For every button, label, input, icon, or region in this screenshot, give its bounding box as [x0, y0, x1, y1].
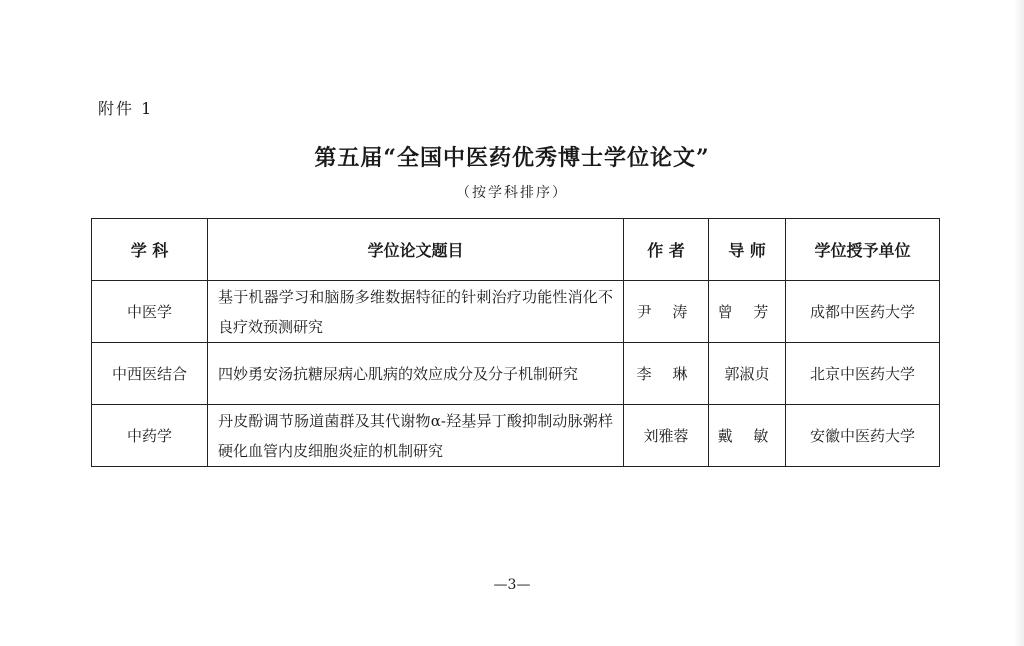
header-author: 作 者	[624, 219, 709, 281]
header-institution: 学位授予单位	[786, 219, 940, 281]
header-advisor: 导 师	[709, 219, 786, 281]
discipline-cell: 中西医结合	[92, 343, 208, 405]
table-header-row	[92, 219, 940, 281]
author-cell: 李 琳	[624, 343, 709, 405]
thesis-title-cell: 基于机器学习和脑肠多维数据特征的针刺治疗功能性消化不良疗效预测研究	[208, 281, 624, 343]
discipline-cell: 中医学	[92, 281, 208, 343]
page-number: —3—	[493, 577, 531, 593]
advisor-cell: 郭淑贞	[709, 343, 786, 405]
institution-cell: 北京中医药大学	[786, 343, 940, 405]
page-edge	[1014, 0, 1024, 646]
advisor-cell: 戴 敏	[709, 405, 786, 467]
table-row	[92, 405, 940, 467]
thesis-title-cell: 丹皮酚调节肠道菌群及其代谢物α-羟基异丁酸抑制动脉粥样硬化血管内皮细胞炎症的机制研究	[208, 405, 624, 467]
header-thesis-title: 学位论文题目	[208, 219, 624, 281]
document-subtitle: （按学科排序）	[456, 185, 568, 201]
author-cell: 尹 涛	[624, 281, 709, 343]
header-discipline: 学 科	[92, 219, 208, 281]
discipline-cell: 中药学	[92, 405, 208, 467]
thesis-title-cell: 四妙勇安汤抗糖尿病心肌病的效应成分及分子机制研究	[208, 343, 624, 405]
advisor-cell: 曾 芳	[709, 281, 786, 343]
table-row	[92, 281, 940, 343]
attachment-label: 附件 1	[98, 99, 154, 118]
table-row	[92, 343, 940, 405]
author-cell: 刘雅蓉	[624, 405, 709, 467]
institution-cell: 成都中医药大学	[786, 281, 940, 343]
institution-cell: 安徽中医药大学	[786, 405, 940, 467]
document-title: 第五届“全国中医药优秀博士学位论文”	[314, 145, 710, 171]
award-table	[91, 218, 940, 467]
